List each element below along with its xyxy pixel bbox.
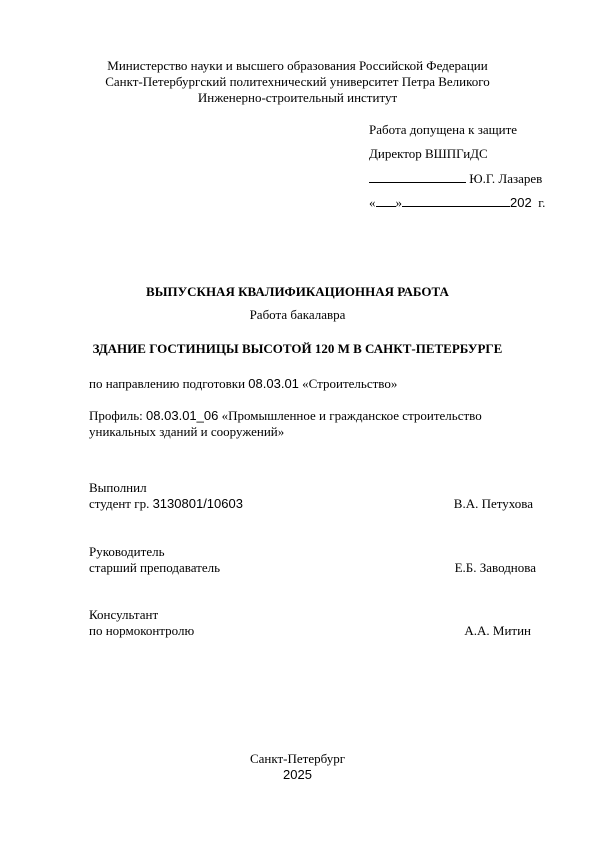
- direction-code: 08.03.01: [248, 376, 299, 391]
- work-subtype: Работа бакалавра: [249, 307, 346, 322]
- student-name: В.А. Петухова: [453, 496, 533, 511]
- ministry-line: Министерство науки и высшего образования Российской Федерации: [107, 58, 488, 73]
- topic-title: ЗДАНИЕ ГОСТИНИЦЫ ВЫСОТОЙ 120 М В САНКТ-ПЕТЕРБУРГЕ: [92, 341, 503, 356]
- direction-prefix: по направлению подготовки: [89, 376, 246, 391]
- supervisor-role: Руководитель: [89, 544, 165, 559]
- date-open-quote: «: [369, 195, 376, 210]
- student-role: Выполнил: [89, 480, 147, 495]
- consultant-name: А.А. Митин: [464, 623, 531, 638]
- institute-line: Инженерно-строительный институт: [197, 90, 398, 105]
- university-line: Санкт-Петербургский политехнический университет Петра Великого: [105, 74, 490, 89]
- director-name: Ю.Г. Лазарев: [469, 171, 543, 186]
- month-blank: [402, 194, 510, 207]
- signature-blank: [369, 170, 466, 183]
- date-close-quote: »: [395, 195, 402, 210]
- profile-line-1: [89, 408, 482, 424]
- consultant-role: Консультант: [89, 607, 159, 622]
- profile-name: «Промышленное и гражданское строительство: [221, 408, 482, 423]
- approval-text: Работа допущена к защите: [369, 122, 518, 137]
- direction-line: [89, 376, 397, 392]
- supervisor-name: Е.Б. Заводнова: [454, 560, 536, 575]
- director-signature-line: [369, 170, 542, 187]
- date-year: 202: [510, 195, 532, 210]
- work-type-title: ВЫПУСКНАЯ КВАЛИФИКАЦИОННАЯ РАБОТА: [146, 284, 449, 299]
- student-group: [89, 496, 243, 512]
- day-blank: [376, 194, 396, 207]
- direction-name: «Строительство»: [302, 376, 398, 391]
- supervisor-position: старший преподаватель: [89, 560, 221, 575]
- profile-prefix: Профиль:: [89, 408, 143, 423]
- footer-city: Санкт-Петербург: [249, 751, 346, 766]
- profile-code: 08.03.01_06: [146, 408, 219, 423]
- date-suffix: г.: [538, 195, 546, 210]
- director-title: Директор ВШПГиДС: [369, 146, 488, 161]
- footer-year: 2025: [283, 767, 312, 782]
- consultant-area: по нормоконтролю: [89, 623, 195, 638]
- profile-line-2: уникальных зданий и сооружений»: [89, 424, 285, 439]
- student-group-code: 3130801/10603: [152, 496, 243, 511]
- student-group-prefix: студент гр.: [89, 496, 150, 511]
- approval-date-line: [369, 194, 545, 211]
